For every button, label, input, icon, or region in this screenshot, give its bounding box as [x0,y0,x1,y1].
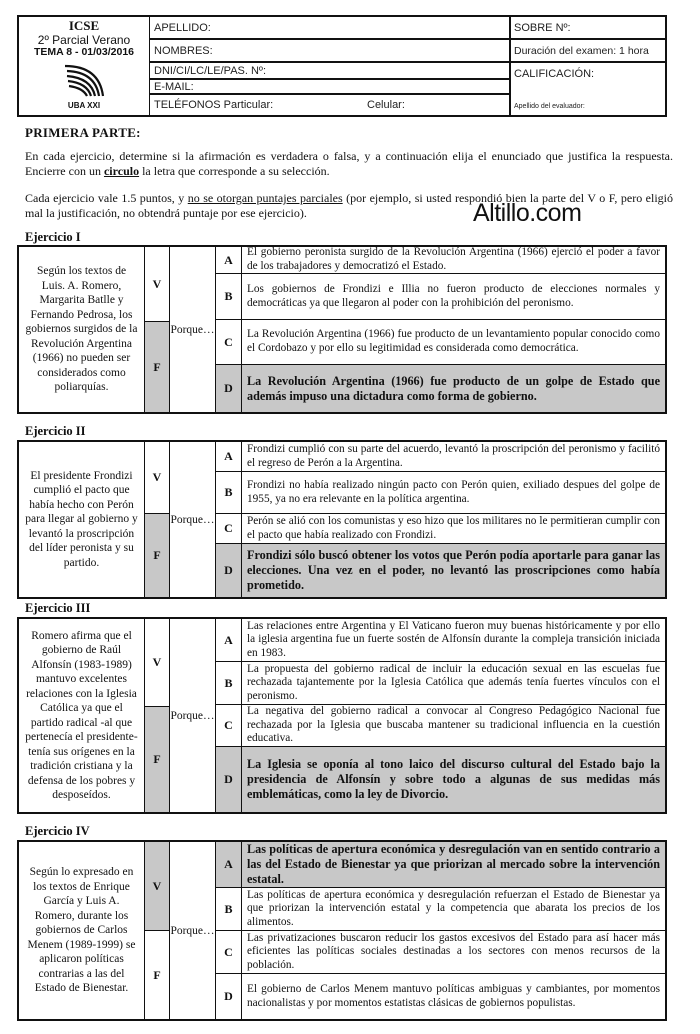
option-letter-d[interactable]: D [216,544,242,597]
option-text: Las privatizaciones buscaron reducir los gastos excesivos del Estado para así hacer más eficientes las políticas sociales destinadas a los sectores con menos recursos de la población. [247,931,660,971]
false-option[interactable]: F [145,514,170,597]
porque-label: Porque… [170,247,216,412]
option-text: La Revolución Argentina (1966) fue producto de un levantamiento popular conocido como el Cordobazo y por ello su legitimidad es considerada como democrática. [247,328,660,354]
nombres-field[interactable]: NOMBRES: [149,40,509,63]
false-option[interactable]: F [145,322,170,412]
exercise-statement: Romero afirma que el gobierno de Raúl Alfonsín (1983-1989) mantuvo excelentes relaciones con la Iglesia Católica ya que el partido radical -al que pertenecía el presidente- tenía sus orígenes en la tradición cristiana y la defensa de los pobres y desposeídos. [19,619,145,812]
exercise-table [17,840,667,1021]
option-c[interactable] [242,705,665,747]
instructions-emphasis: no se otorgan puntajes parciales [187,191,343,205]
option-c[interactable] [242,931,665,974]
exercise-title: Ejercicio I [25,230,81,244]
option-text: Las relaciones entre Argentina y El Vaticano fueron muy buenas históricamente y por ello la iglesia argentina fue un fuerte sostén de Alfonsín durante la compleja transición iniciada en 1983. [247,619,660,659]
celular-label: Celular: [367,99,405,111]
exam-name: 2º Parcial Verano [37,33,131,47]
option-a[interactable] [242,247,665,274]
option-letter-c[interactable]: C [216,705,242,747]
option-letter-a[interactable]: A [216,247,242,274]
dni-field[interactable]: DNI/CI/LC/LE/PAS. Nº: [149,63,509,80]
duracion-label: Duración del examen: 1 hora [509,40,665,63]
option-d[interactable] [242,544,665,597]
true-option[interactable]: V [145,619,170,707]
option-b[interactable] [242,662,665,705]
porque-label: Porque… [170,442,216,597]
exercise-statement: Según lo expresado en los textos de Enrique García y Luis A. Romero, durante los gobiernos de Carlos Menem (1989-1999) se aplicaron políticas contrarias a las del Estado de Bienestar. [19,842,145,1019]
option-b[interactable] [242,472,665,514]
option-text: Perón se alió con los comunistas y eso hizo que los militares no le permitieran cumplir con el pacto que había realizado con Frondizi. [247,514,660,541]
option-letter-b[interactable]: B [216,472,242,514]
false-option[interactable]: F [145,707,170,812]
institution: ICSE [68,18,100,33]
instructions-emphasis: circulo [103,164,140,178]
porque-label: Porque… [170,619,216,812]
true-option[interactable]: V [145,842,170,931]
option-letter-c[interactable]: C [216,514,242,544]
telefono-field[interactable] [149,95,509,115]
option-text: La Iglesia se oponía al tono laico del discurso cultural del Estado bajo la presidencia de Alfonsín y sobre todo a algunas de sus medidas más emblemáticas, como la ley de Divorcio. [247,757,660,801]
option-text: El gobierno de Carlos Menem mantuvo políticas ambiguas y cambiantes, por momentos nacionalistas y por momentos estatistas clásicas de gobiernos populistas. [247,982,660,1009]
option-letter-a[interactable]: A [216,842,242,888]
calificacion-field[interactable]: CALIFICACIÓN: [514,68,595,80]
exercise-table [17,617,667,814]
exercise-statement: El presidente Frondizi cumplió el pacto que había hecho con Perón para llegar al gobierno y levantó la proscripción del líder peronista y su partido. [19,442,145,597]
option-a[interactable] [242,619,665,662]
option-c[interactable] [242,514,665,544]
option-letter-d[interactable]: D [216,974,242,1019]
option-letter-c[interactable]: C [216,320,242,365]
exam-header [17,15,667,117]
watermark: Altillo.com [473,199,582,227]
option-text: Frondizi cumplió con su parte del acuerdo, levantó la proscripción del peronismo y facilitó el regreso de Perón a la Argentina. [247,442,660,469]
option-text: La propuesta del gobierno radical de incluir la educación sexual en las escuelas fue rechazada tajantemente por la Iglesia Católica que además tenía fuertes vínculos con el peronismo. [247,662,660,702]
instructions-text: (por ejemplo, si usted respondió bien la parte del V o F, pero eligió mal la justificación, no obtendrá puntaje por ese ejercicio). [25,191,673,220]
option-text: Las políticas de apertura económica y desregulación refuerzan el Estado de Bienestar ya que priorizan la intervención estatal y la competencia que abarata los precios de los alimentos. [247,888,660,928]
instructions-text: Cada ejercicio vale 1.5 puntos, y [25,191,188,205]
sobre-field[interactable]: SOBRE Nº: [509,17,665,40]
option-letter-a[interactable]: A [216,442,242,472]
header-student-cell [149,17,511,115]
section-title: PRIMERA PARTE: [25,125,141,140]
option-text: Frondizi sólo buscó obtener los votos que Perón podía aportarle para ganar las elecciones. Una vez en el poder, no levantó las proscripciones como había prometido. [247,548,660,592]
exercise-title: Ejercicio II [25,424,86,438]
uba-logo-icon [59,62,109,98]
option-text: Frondizi no había realizado ningún pacto con Perón quien, exiliado despues del golpe de 1955, ya no era relevante en la política argentina. [247,478,660,505]
option-letter-d[interactable]: D [216,747,242,812]
porque-label: Porque… [170,842,216,1019]
option-d[interactable] [242,365,665,412]
true-option[interactable]: V [145,247,170,322]
exercise-statement: Según los textos de Luis. A. Romero, Margarita Batlle y Fernando Pedrosa, los gobiernos surgidos de la Revolución Argentina (1966) no pueden ser considerados como poliarquías. [19,247,145,412]
option-text: Las políticas de apertura económica y desregulación van en sentido contrario a las del Estado de Bienestar ya que priorizan al mercado sobre la intervención estatal. [247,842,660,886]
exercise-table [17,245,667,414]
instructions-text: En cada ejercicio, determine si la afirmación es verdadera o falsa, y a continuación elija el enunciado que justifica la respuesta. Encierre con un [25,149,673,178]
logo-text: UBA XXI [67,101,101,110]
instructions-1 [25,149,673,179]
option-c[interactable] [242,320,665,365]
option-letter-d[interactable]: D [216,365,242,412]
exam-tema: TEMA 8 - 01/03/2016 [34,46,134,58]
option-letter-b[interactable]: B [216,662,242,705]
option-text: El gobierno peronista surgido de la Revolución Argentina (1966) ejerció el poder a favor de los trabajadores y democratizó el Estado. [247,246,660,272]
evaluador-field[interactable]: Apellido del evaluador: [514,103,585,110]
exercise-table [17,440,667,599]
telefono-label: TELÉFONOS Particular: [154,99,274,111]
option-b[interactable] [242,274,665,320]
true-option[interactable]: V [145,442,170,514]
header-admin-cell [509,17,665,115]
option-letter-b[interactable]: B [216,888,242,931]
exercise-title: Ejercicio III [25,601,91,615]
option-letter-b[interactable]: B [216,274,242,320]
header-institution-cell [19,17,150,115]
option-text: La Revolución Argentina (1966) fue producto de un golpe de Estado que además impuso una dictadura como forma de gobierno. [247,373,660,403]
email-field[interactable]: E-MAIL: [149,80,509,95]
option-d[interactable] [242,974,665,1019]
option-a[interactable] [242,442,665,472]
option-text: La negativa del gobierno radical a convocar al Congreso Pedagógico Nacional fue rechazada por la Iglesia que buscaba mantener su tradicional influencia en la cuestión educativa. [247,705,660,745]
option-text: Los gobiernos de Frondizi e Illia no fueron producto de elecciones normales y democráticas ya que llegaron al poder con la prohibición del peronismo. [247,282,660,309]
option-d[interactable] [242,747,665,812]
false-option[interactable]: F [145,931,170,1019]
instructions-text: la letra que corresponde a su selección. [139,164,330,178]
apellido-field[interactable]: APELLIDO: [149,17,509,40]
option-a[interactable] [242,842,665,888]
option-letter-a[interactable]: A [216,619,242,662]
option-b[interactable] [242,888,665,931]
option-letter-c[interactable]: C [216,931,242,974]
exercise-title: Ejercicio IV [25,824,90,838]
